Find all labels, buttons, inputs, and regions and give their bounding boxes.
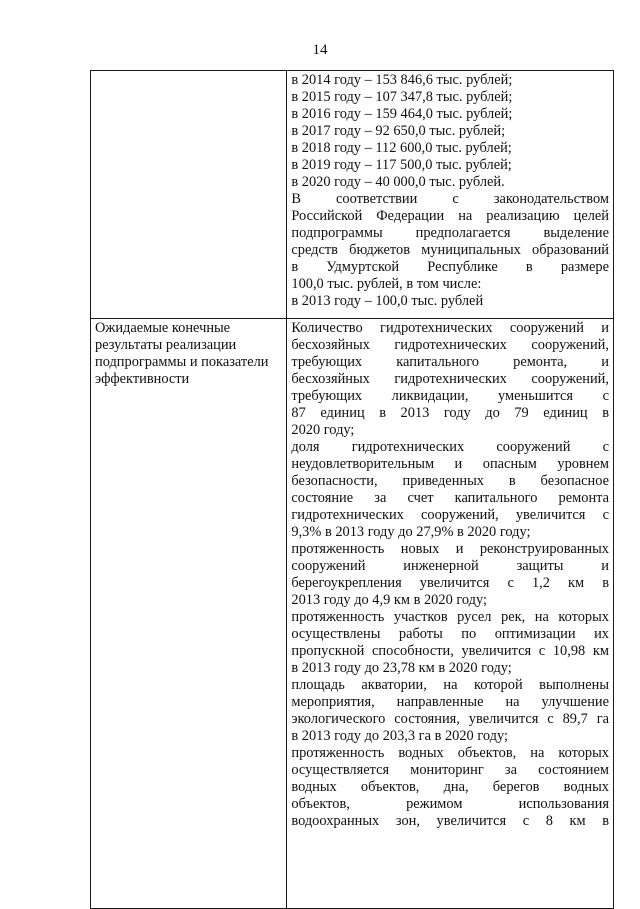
heading-line: результаты реализации [95,337,237,353]
text-line: в 2020 году – 40 000,0 тыс. рублей. [291,174,505,190]
heading-line: эффективности [95,371,190,387]
text-line: в 2013 году до 203,3 га в 2020 году; [291,728,508,744]
text-line: Количество гидротехнических сооружений и [291,320,609,336]
text-line: Российской Федерации на реализацию целей [291,208,609,224]
text-line: 100,0 тыс. рублей, в том числе: [291,276,482,292]
text-line: 2020 году; [291,422,355,438]
text-line: площадь акватории, на которой выполнены [291,677,609,693]
text-line: пропускной способности, увеличится с 10,98 км [291,643,609,659]
table-row-expected-results [91,319,614,909]
passport-table [90,70,614,909]
text-line: доля гидротехнических сооружений с [291,439,609,455]
text-line: сооружений инженерной защиты и [291,558,609,574]
text-line: протяженность новых и реконструированных [291,541,609,557]
row2-right-cell [287,319,614,909]
text-line: в 2016 году – 159 464,0 тыс. рублей; [291,106,513,122]
text-line: в Удмуртской Республике в размере [291,259,609,275]
text-line: в 2018 году – 112 600,0 тыс. рублей; [291,140,512,156]
expected-results-text [291,320,609,830]
text-line: состояние за счет капитального ремонта [291,490,609,506]
text-line: безопасности, приведенных в безопасное [291,473,609,489]
text-line: в 2013 году до 23,78 км в 2020 году; [291,660,512,676]
row1-right-cell [287,71,614,319]
text-line: водных объектов, дна, берегов водных [291,779,609,795]
text-line: осуществляется мониторинг за состоянием [291,762,609,778]
table-row-funding [91,71,614,319]
text-line: бесхозяйных гидротехнических сооружений, [291,371,609,387]
text-line: 9,3% в 2013 году до 27,9% в 2020 году; [291,524,531,540]
text-line: протяженность участков русел рек, на которых [291,609,609,625]
text-line: осуществлены работы по оптимизации их [291,626,609,642]
heading-line: Ожидаемые конечные [95,320,231,336]
text-line: в 2017 году – 92 650,0 тыс. рублей; [291,123,506,139]
row1-left-cell [91,71,287,319]
text-line: В соответствии с законодательством [291,191,609,207]
text-line: объектов, режимом использования [291,796,609,812]
text-line: требующих капитального ремонта, и [291,354,609,370]
text-line: в 2013 году – 100,0 тыс. рублей [291,293,484,309]
text-line: в 2015 году – 107 347,8 тыс. рублей; [291,89,513,105]
page-number: 14 [312,42,328,58]
text-line: 87 единиц в 2013 году до 79 единиц в [291,405,609,421]
text-line: протяженность водных объектов, на которых [291,745,609,761]
text-line: берегоукрепления увеличится с 1,2 км в [291,575,609,591]
text-line: гидротехнических сооружений, увеличится с [291,507,609,523]
expected-results-heading [95,320,282,388]
text-line: средств бюджетов муниципальных образований [291,242,609,258]
text-line: экологического состояния, увеличится с 89,7 га [291,711,609,727]
text-line: в 2014 году – 153 846,6 тыс. рублей; [291,72,513,88]
text-line: подпрограммы предполагается выделение [291,225,609,241]
text-line: неудовлетворительным и опасным уровнем [291,456,609,472]
text-line: требующих ликвидации, уменьшится с [291,388,609,404]
row2-left-cell [91,319,287,909]
text-line: мероприятия, направленные на улучшение [291,694,609,710]
heading-line: подпрограммы и показатели [95,354,269,370]
text-line: 2013 году до 4,9 км в 2020 году; [291,592,488,608]
text-line: бесхозяйных гидротехнических сооружений, [291,337,609,353]
text-line: водоохранных зон, увеличится с 8 км в [291,813,609,829]
funding-text [291,72,609,310]
text-line: в 2019 году – 117 500,0 тыс. рублей; [291,157,512,173]
